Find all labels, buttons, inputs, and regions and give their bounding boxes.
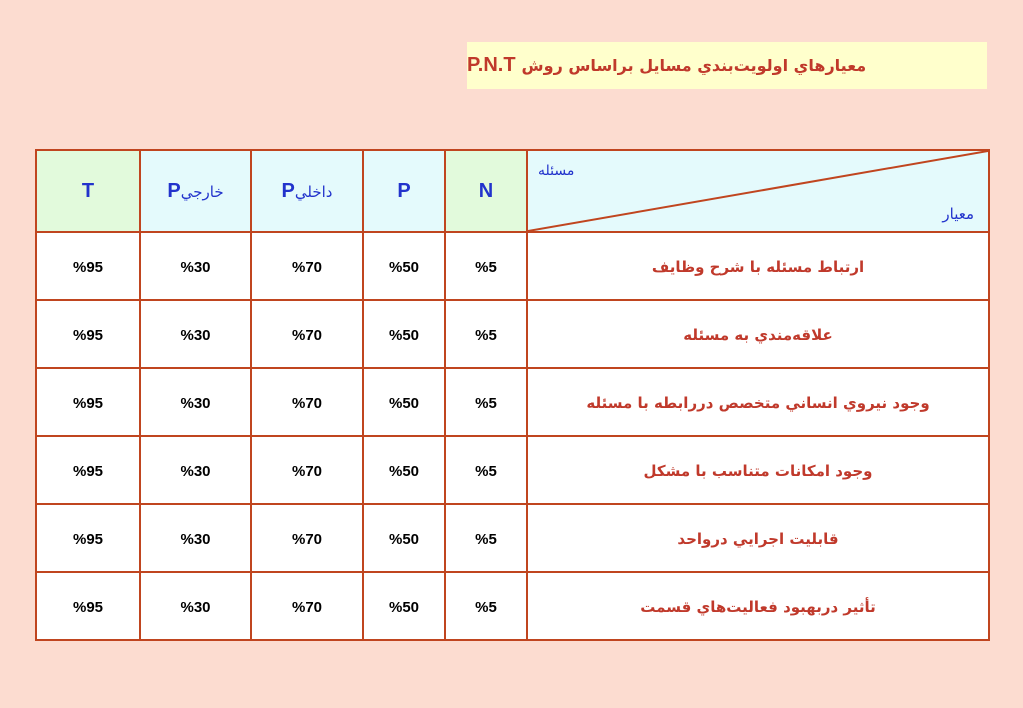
cell-p-external [140, 300, 251, 368]
cell-t-text: %95 [72, 530, 104, 548]
table-row [36, 232, 989, 300]
cell-p-internal [251, 368, 363, 436]
cell-p-internal-text: %70 [291, 394, 323, 412]
table-row [36, 368, 989, 436]
cell-n [445, 504, 527, 572]
cell-p-internal [251, 232, 363, 300]
corner-label-criterion: معيار [942, 205, 974, 223]
cell-p-external [140, 572, 251, 640]
cell-p-internal-text: %70 [291, 326, 323, 344]
cell-t-text: %95 [72, 326, 104, 344]
cell-p-internal [251, 572, 363, 640]
cell-t [36, 368, 140, 436]
corner-label-problem: مسئله [538, 163, 575, 179]
cell-t [36, 300, 140, 368]
cell-p-internal [251, 300, 363, 368]
cell-n-text: %5 [475, 530, 497, 548]
cell-p-text: %50 [388, 462, 420, 480]
cell-n-text: %5 [475, 462, 497, 480]
cell-p-text: %50 [388, 530, 420, 548]
cell-t [36, 436, 140, 504]
cell-p-text: %50 [388, 326, 420, 344]
cell-p [363, 300, 445, 368]
header-p-external: خارجيP [140, 150, 251, 232]
cell-p-text: %50 [388, 258, 420, 276]
cell-p-internal-text: %70 [291, 258, 323, 276]
cell-criterion [527, 504, 989, 572]
cell-criterion-text: علاقه‌مندي به مسئله [683, 325, 833, 344]
cell-p-external-text: %30 [180, 394, 211, 412]
cell-criterion-text: قابليت اجرايي درواحد [677, 529, 839, 548]
cell-p-external [140, 232, 251, 300]
cell-criterion [527, 300, 989, 368]
header-n: N [445, 150, 527, 232]
header-p-internal: داخليP [251, 150, 363, 232]
page-title: معيارهاي اولويت‌بندي مسايل براساس روش [521, 56, 867, 75]
cell-t-text: %95 [72, 394, 104, 412]
cell-p-external-text: %30 [180, 530, 211, 548]
title-box [467, 42, 987, 89]
cell-criterion [527, 368, 989, 436]
header-p: P [363, 150, 445, 232]
cell-n [445, 368, 527, 436]
cell-t [36, 504, 140, 572]
cell-t-text: %95 [72, 598, 104, 616]
cell-p-internal [251, 436, 363, 504]
cell-p-text: %50 [388, 598, 420, 616]
cell-p [363, 368, 445, 436]
header-row [36, 150, 989, 232]
criteria-table [35, 149, 990, 641]
cell-n-text: %5 [475, 326, 497, 344]
cell-criterion [527, 232, 989, 300]
cell-n-text: %5 [475, 394, 497, 412]
cell-criterion-text: وجود امكانات متناسب با مشكل [643, 461, 873, 480]
cell-t [36, 572, 140, 640]
cell-t-text: %95 [72, 258, 104, 276]
cell-p-text: %50 [388, 394, 420, 412]
cell-n [445, 572, 527, 640]
cell-p-external-text: %30 [180, 598, 211, 616]
table-row [36, 504, 989, 572]
header-corner [527, 150, 989, 232]
cell-n [445, 300, 527, 368]
corner-diagonal-line [528, 151, 988, 231]
cell-t [36, 232, 140, 300]
cell-p-internal-text: %70 [291, 598, 323, 616]
cell-p [363, 436, 445, 504]
cell-p-external [140, 368, 251, 436]
cell-criterion-text: ارتباط مسئله با شرح وظايف [651, 257, 865, 276]
cell-n [445, 436, 527, 504]
cell-p-external [140, 436, 251, 504]
cell-p-external-text: %30 [180, 258, 211, 276]
cell-t-text: %95 [72, 462, 104, 480]
table-row [36, 572, 989, 640]
cell-p-internal-text: %70 [291, 530, 323, 548]
cell-p-internal [251, 504, 363, 572]
cell-p-internal-text: %70 [291, 462, 323, 480]
page-title-method: P.N.T [467, 54, 516, 76]
cell-p [363, 504, 445, 572]
cell-criterion [527, 436, 989, 504]
cell-p-external [140, 504, 251, 572]
table-row [36, 436, 989, 504]
cell-n-text: %5 [475, 598, 497, 616]
cell-criterion-text: وجود نيروي انساني متخصص دررابطه با مسئله [586, 393, 930, 412]
cell-p-external-text: %30 [180, 326, 211, 344]
table-row [36, 300, 989, 368]
cell-criterion [527, 572, 989, 640]
cell-n [445, 232, 527, 300]
cell-p [363, 232, 445, 300]
cell-p-external-text: %30 [180, 462, 211, 480]
header-t: T [36, 150, 140, 232]
cell-n-text: %5 [475, 258, 497, 276]
cell-p [363, 572, 445, 640]
cell-criterion-text: تأثير دربهبود فعاليت‌هاي قسمت [640, 597, 876, 616]
